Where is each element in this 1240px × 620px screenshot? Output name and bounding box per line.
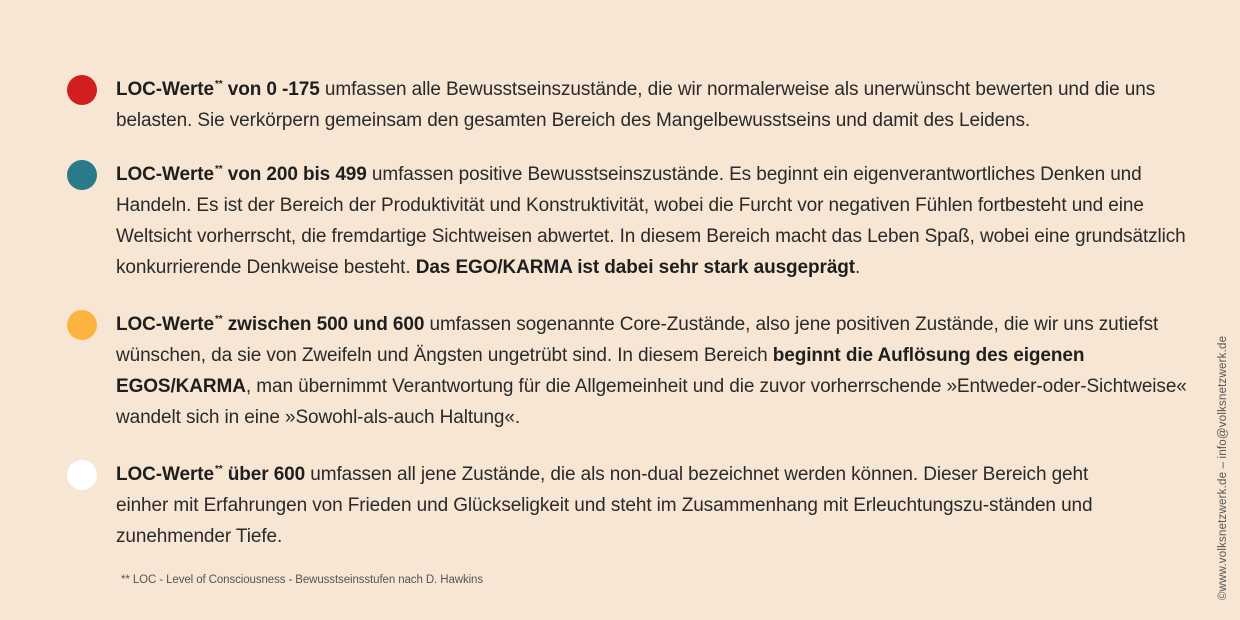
entry-label: LOC-Werte [116, 79, 214, 100]
entry-range: von 200 bis 499 [222, 164, 367, 185]
footnote-marker: ** [214, 79, 223, 90]
loc-entry-500-600 [116, 309, 1196, 433]
entry-label: LOC-Werte [116, 164, 214, 185]
entry-label: LOC-Werte [116, 464, 214, 485]
entry-text: umfassen all jene Zustände, die als non-dual bezeichnet werden können. Dieser Bereich geht einher mit Erfahrungen von Frieden und Glückseligkeit und steht im Zusammenhang mit Erleuchtungszu-ständen und zunehmender Tiefe. [116, 464, 1093, 547]
entry-range: über 600 [222, 464, 306, 485]
footnote-marker: ** [214, 464, 223, 475]
entry-text: umfassen positive Bewusstseinszustände. Es beginnt ein eigenverantwortliches Denken und Handeln. Es ist der Bereich der Produktivität und Konstruktivität, wobei die Furcht vor negativen Fühlen fortbesteht und eine Weltsicht vorherrscht, die fremdartige Sichtweisen abwertet. In diesem Bereich macht das Leben Spaß, wobei eine grundsätzlich konkurrierende Denkweise besteht. [116, 164, 1186, 278]
side-credit: ©www.volksnetzwerk.de – info@volksnetzwerk.de [1217, 335, 1229, 601]
loc-entry-0-175 [116, 74, 1196, 136]
red-dot-icon [67, 75, 97, 105]
footnote-marker: ** [214, 164, 223, 175]
white-dot-icon [67, 460, 97, 490]
entry-emphasis: beginnt die Auflösung des eigenen EGOS/KARMA [116, 345, 1085, 397]
loc-entry-200-499 [116, 159, 1196, 283]
entry-range: von 0 -175 [222, 79, 320, 100]
footnote: ** LOC - Level of Consciousness - Bewusstseinsstufen nach D. Hawkins [121, 574, 484, 586]
teal-dot-icon [67, 160, 97, 190]
loc-entry-over-600 [116, 459, 1106, 552]
entry-range: zwischen 500 und 600 [222, 314, 425, 335]
entry-label: LOC-Werte [116, 314, 214, 335]
footnote-marker: ** [214, 314, 223, 325]
entry-text: umfassen sogenannte Core-Zustände, also jene positiven Zustände, die wir uns zutiefst wünschen, da sie von Zweifeln und Ängsten ungetrübt sind. In diesem Bereich [116, 314, 1159, 366]
orange-dot-icon [67, 310, 97, 340]
entry-tail: . [855, 257, 861, 278]
entry-text: umfassen alle Bewusstseinszustände, die wir normalerweise als unerwünscht bewerten und die uns belasten. Sie verkörpern gemeinsam den gesamten Bereich des Mangelbewusstseins und damit des Leidens. [116, 79, 1156, 131]
entry-emphasis: Das EGO/KARMA ist dabei sehr stark ausgeprägt [415, 257, 856, 278]
entry-tail: , man übernimmt Verantwortung für die Allgemeinheit und die zuvor vorherrschende »Entweder-oder-Sichtweise« wandelt sich in eine »Sowohl-als-auch Haltung«. [116, 376, 1187, 428]
